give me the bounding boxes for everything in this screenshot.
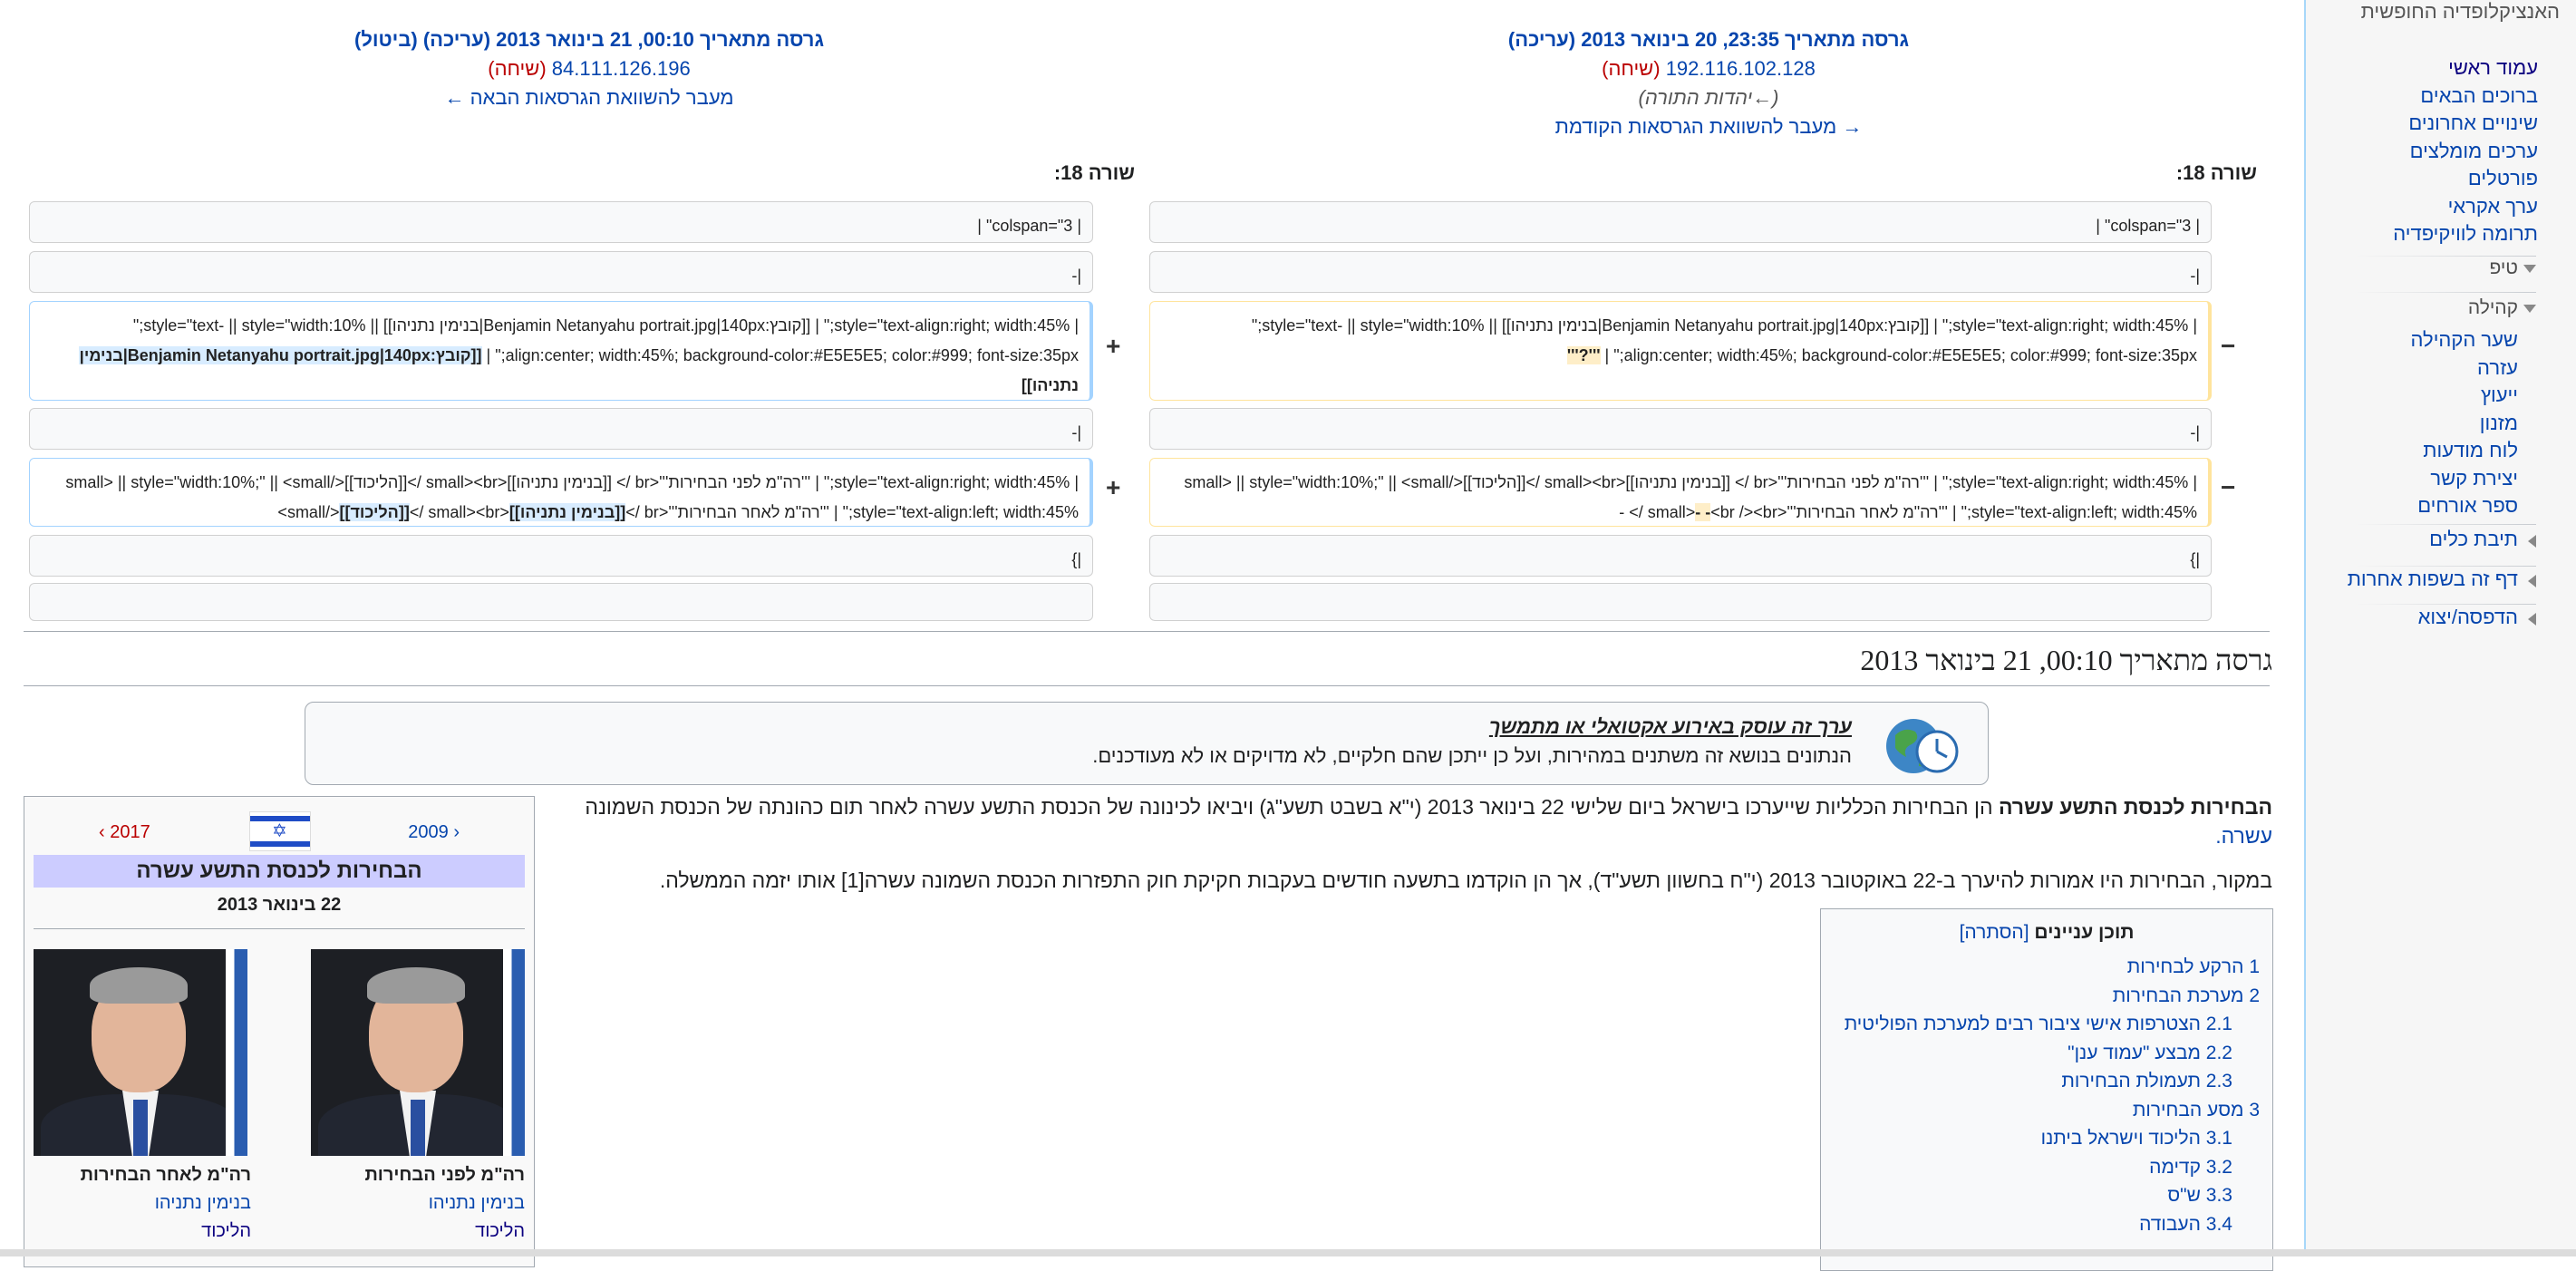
diff-left-header: [1147, 25, 2271, 141]
sidebar-divider: [2355, 256, 2536, 257]
community-link[interactable]: עזרה: [2477, 355, 2518, 379]
lead-text: הן הבחירות הכלליות שייערכו בישראל ביום שלישי 22 בינואר 2013 (י"א בשבט תשע"ג) ויביאו לכינונה של הכנסת התשע עשרה לאחר תום כהונתה של הכנסת השמונה: [585, 795, 1999, 819]
diff-deleted-word: '''?''': [1566, 346, 1601, 364]
community-link[interactable]: לוח מודעות: [2423, 439, 2518, 461]
portal-languages[interactable]: דף זה בשפות אחרות: [2347, 568, 2518, 590]
toc-item[interactable]: 1 הרקע לבחירות: [2126, 956, 2260, 977]
diff-added-word: [[הליכוד]]: [339, 503, 410, 521]
sidebar-item-featured[interactable]: ערכים מומלצים: [2409, 139, 2538, 162]
horizontal-scrollbar[interactable]: [0, 1249, 2576, 1256]
diff-line-number-new: שורה 18:: [1053, 161, 1135, 184]
sidebar-divider: [2355, 566, 2536, 567]
diff-minus-marker: −: [2221, 473, 2236, 501]
next-election-link[interactable]: 2017 ›: [99, 822, 150, 842]
heading-underline: [24, 685, 2270, 686]
infobox-after: רה"מ לאחר הבחירות בנימין נתניהו הליכוד: [34, 1161, 251, 1246]
lead-link[interactable]: עשרה.: [2215, 824, 2272, 848]
old-edit-summary: (←יהדות התורה): [1638, 86, 1779, 109]
pm-before-link[interactable]: בנימין נתניהו: [428, 1193, 525, 1213]
chevron-down-icon[interactable]: [2523, 305, 2536, 313]
toc-title: תוכן עניינים [הסתרה]: [1959, 922, 2135, 943]
community-link[interactable]: שער הקהילה: [2410, 328, 2518, 351]
sidebar-item-main-page[interactable]: עמוד ראשי: [2448, 56, 2538, 79]
israel-flag-icon: ✡: [249, 811, 311, 851]
diff-added-word: [[בנימין נתניהו]]: [508, 503, 626, 521]
sidebar: [2304, 0, 2576, 1256]
next-diff-link[interactable]: מעבר להשוואת הגרסאות הבאה ←: [444, 86, 734, 109]
infobox-title: הבחירות לכנסת התשע עשרה: [34, 855, 525, 888]
community-links: [2411, 326, 2518, 520]
diff-deleted-line: [1149, 301, 2212, 401]
toc-item[interactable]: 3.1 הליכוד וישראל ביתנו: [2040, 1128, 2232, 1149]
prev-diff-link[interactable]: → מעבר להשוואת הגרסאות הקודמת: [1554, 115, 1863, 138]
diff-plus-marker: +: [1106, 473, 1121, 501]
globe-clock-icon: [1883, 713, 1962, 777]
notice-body: הנתונים בנושא זה משתנים במהירות, ועל כן ייתכן שהם חלקיים, לא מדויקים או לא מעודכנים.: [1092, 744, 1852, 767]
diff-context-line: |-: [29, 251, 1093, 293]
new-talk-link[interactable]: (שיחה): [488, 57, 547, 80]
sidebar-item-welcome[interactable]: ברוכים הבאים: [2420, 83, 2538, 107]
undo-link[interactable]: (ביטול): [354, 28, 418, 51]
portal-tip[interactable]: טיפ: [2489, 257, 2518, 278]
sidebar-item-recent-changes[interactable]: שינויים אחרונים: [2408, 112, 2538, 134]
community-link[interactable]: יצירת קשר: [2430, 466, 2518, 490]
diff-text: style="text-align:left; width:45%;" | '''רה"מ לאחר הבחירות'''<br />[[בנימין נתניהו]]<small><br />[[הליכוד]]</small>: [277, 503, 1079, 521]
diff-text: align:center; width:45%; background-color:#E5E5E5; color:#999; font-size:35px;" | [[קובץ:Benjamin Netanyahu portrait.jpg|140px|בנימין: [79, 346, 1079, 364]
portal-community[interactable]: קהילה: [2467, 297, 2518, 318]
toc-hide-toggle[interactable]: [הסתרה]: [1959, 922, 2029, 943]
toc-item[interactable]: 3 מסע הבחירות: [2132, 1099, 2260, 1121]
diff-added-word: נתניהו]]: [1021, 376, 1079, 394]
diff-deleted-line: [1149, 458, 2212, 527]
portrait-before: [311, 949, 525, 1156]
diff-added-line: [29, 458, 1093, 527]
portal-print[interactable]: הדפסה/יצוא: [2417, 606, 2518, 628]
infobox-before: רה"מ לפני הבחירות בנימין נתניהו הליכוד: [364, 1161, 525, 1246]
diff-text: align:center; width:45%; background-color:#E5E5E5; color:#999; font-size:35px;" | '''?''': [1566, 346, 2197, 364]
diff-minus-marker: −: [2221, 332, 2236, 360]
toc-list: [1845, 953, 2260, 1238]
diff-divider: [24, 631, 2270, 632]
table-of-contents: [1820, 908, 2273, 1271]
diff-context-line: [1149, 583, 2212, 621]
toc-item[interactable]: 3.4 העבודה: [2139, 1213, 2232, 1235]
diff-context-line: [29, 583, 1093, 621]
toc-item[interactable]: 2 מערכת הבחירות: [2112, 985, 2260, 1006]
old-talk-link[interactable]: (שיחה): [1602, 57, 1661, 80]
diff-context-line: |-: [29, 408, 1093, 450]
sidebar-item-donate[interactable]: תרומה לוויקיפדיה: [2393, 222, 2538, 245]
diff-text: | style="text-align:right; width:45%;" | '''רה"מ לפני הבחירות'''<br /> [[בנימין נתניהו]]<small><br />[[הליכוד]]</small> || style="width:10%;" || <small: [1184, 473, 2197, 491]
current-event-notice: [305, 702, 1989, 785]
lead-paragraph: [523, 792, 2272, 850]
old-revision-link[interactable]: גרסה מתאריך 23:35, 20 בינואר 2013: [1581, 28, 1910, 51]
new-edit-link[interactable]: (עריכה): [422, 28, 491, 51]
sidebar-divider: [2355, 604, 2536, 605]
diff-context-line: | colspan="3" |: [29, 201, 1093, 243]
diff-context-line: |}: [1149, 535, 2212, 577]
toc-item[interactable]: 2.3 תעמולת הבחירות: [2061, 1071, 2232, 1092]
party-before-link[interactable]: הליכוד: [475, 1221, 525, 1241]
sidebar-divider: [2355, 524, 2536, 525]
new-user-ip[interactable]: 84.111.126.196: [551, 57, 691, 80]
article-subject: הבחירות לכנסת התשע עשרה: [1998, 795, 2272, 819]
diff-line-number-old: שורה 18:: [2175, 161, 2257, 184]
sidebar-item-random[interactable]: ערך אקראי: [2447, 194, 2538, 218]
diff-context-line: |-: [1149, 408, 2212, 450]
pm-after-link[interactable]: בנימין נתניהו: [154, 1193, 251, 1213]
diff-text: style="text-align:left; width:45%;" | '''רה"מ לאחר הבחירות'''<small>- -<br /><br /> -: [1619, 503, 2197, 521]
diff-deleted-word: - -: [1695, 503, 1711, 521]
revision-heading: גרסה מתאריך 00:10, 21 בינואר 2013: [1860, 644, 2272, 676]
sidebar-nav: [2393, 54, 2538, 248]
sidebar-divider: [2355, 292, 2536, 293]
infobox-divider: [34, 928, 525, 929]
party-after-link[interactable]: הליכוד: [201, 1221, 251, 1241]
chevron-down-icon[interactable]: [2523, 265, 2536, 273]
old-edit-link[interactable]: (עריכה): [1507, 28, 1576, 51]
toc-item[interactable]: 3.3 ש"ס: [2167, 1185, 2232, 1206]
diff-right-header: [27, 25, 1151, 112]
site-tagline: האנציקלופדיה החופשית: [2360, 0, 2560, 23]
new-revision-link[interactable]: גרסה מתאריך 00:10, 21 בינואר 2013: [496, 28, 824, 51]
diff-text: | style="text-align:right; width:45%;" | [[קובץ:Benjamin Netanyahu portrait.jpg|140px|בנימין נתניהו]] || style="text- || style="width:10%;": [132, 316, 1079, 335]
portrait-after: [34, 949, 247, 1156]
diff-text: | style="text-align:right; width:45%;" | '''רה"מ לפני הבחירות'''<br /> [[בנימין נתניהו]]<small><br />[[הליכוד]]</small> || style="width:10%;" || <small: [65, 473, 1079, 491]
chevron-left-icon[interactable]: [2528, 613, 2536, 626]
community-link[interactable]: ייעוץ: [2480, 383, 2518, 406]
diff-context-line: |}: [29, 535, 1093, 577]
diff-context-line: | colspan="3" |: [1149, 201, 2212, 243]
diff-text: | style="text-align:right; width:45%;" | [[קובץ:Benjamin Netanyahu portrait.jpg|140px|בנימין נתניהו]] || style="text- || style="width:10%;": [1251, 316, 2197, 335]
diff-added-word: [[קובץ:Benjamin Netanyahu portrait.jpg|140px|בנימין: [79, 346, 482, 364]
diff-plus-marker: +: [1106, 332, 1121, 360]
sidebar-item-portals[interactable]: פורטלים: [2467, 167, 2538, 189]
election-infobox: [24, 796, 535, 1267]
diff-added-line: [29, 301, 1093, 401]
toc-item[interactable]: 2.2 מבצע "עמוד ענן": [2068, 1042, 2232, 1063]
chevron-left-icon[interactable]: [2528, 535, 2536, 548]
infobox-date: 22 בינואר 2013: [217, 895, 342, 915]
lead-paragraph-2: במקור, הבחירות היו אמורות להיערך ב-22 באוקטובר 2013 (י"ח בחשוון תשע"ד), אך הן הוקדמו בתשעה חודשים בעקבות חקיקת חוק התפזרות הכנסת השמונה עשרה[1] אותו יזמה הממשלה.: [659, 868, 2272, 892]
community-link[interactable]: מזנון: [2479, 411, 2518, 434]
toc-item[interactable]: 2.1 הצטרפות אישי ציבור רבים למערכת הפוליטית: [1844, 1014, 2232, 1034]
diff-context-line: |-: [1149, 251, 2212, 293]
community-link[interactable]: ספר אורחים: [2417, 494, 2518, 517]
portal-toolbox[interactable]: תיבת כלים: [2429, 528, 2518, 550]
toc-item[interactable]: 3.2 קדימה: [2149, 1156, 2232, 1178]
chevron-left-icon[interactable]: [2528, 575, 2536, 587]
prev-election-link[interactable]: ‹ 2009: [408, 822, 460, 842]
notice-title[interactable]: ערך זה עוסק באירוע אקטואלי או מתמשך: [1488, 715, 1852, 738]
old-user-ip[interactable]: 192.116.102.128: [1665, 57, 1816, 80]
